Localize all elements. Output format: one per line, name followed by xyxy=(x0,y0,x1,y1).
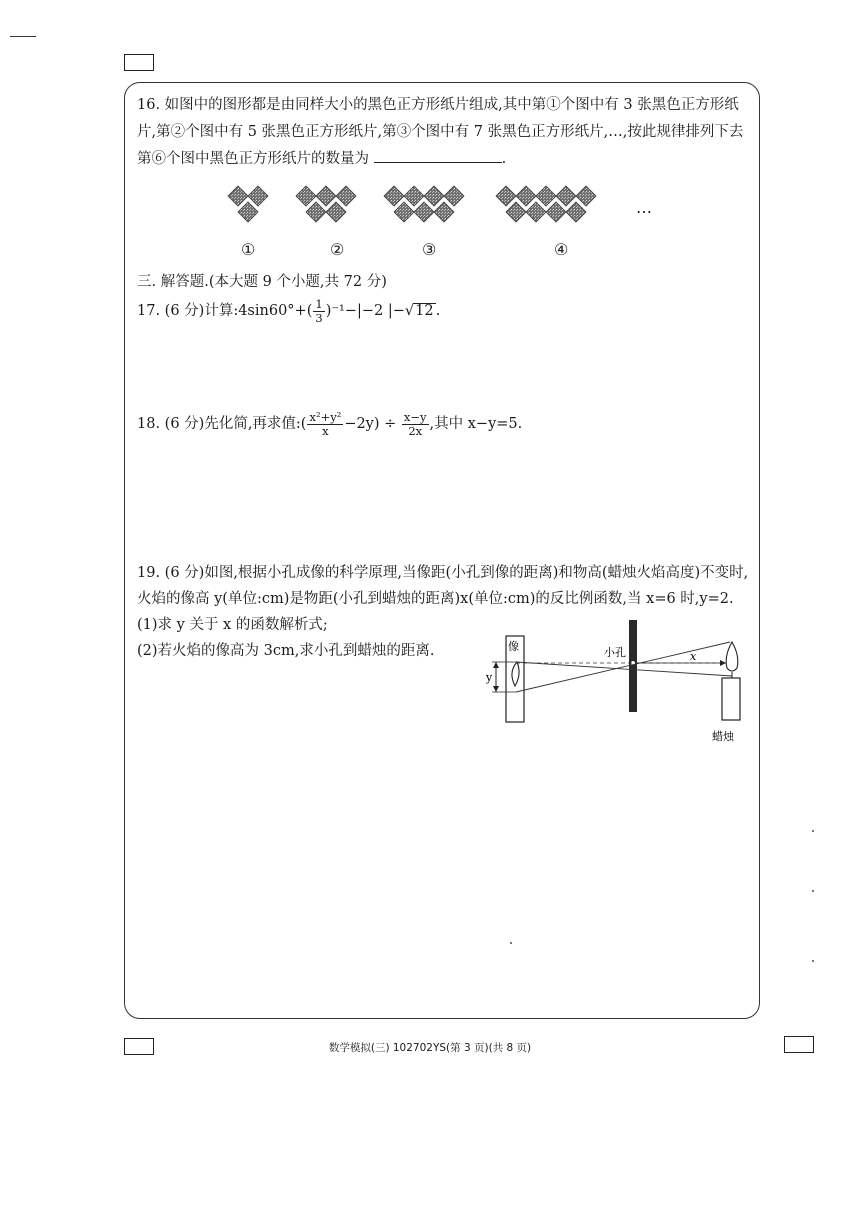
q17-exp: )⁻¹−|−2 |− xyxy=(325,303,405,319)
black-square xyxy=(536,186,556,206)
corner-dash xyxy=(10,36,36,37)
scan-speck xyxy=(510,942,512,944)
scan-speck xyxy=(812,960,814,962)
black-square xyxy=(326,202,346,222)
question-19-text: 19. (6 分)如图,根据小孔成像的科学原理,当像距(小孔到像的距离)和物高(蜡烛火焰高度)不变时,火焰的像高 y(单位:cm)是物距(小孔到蜡烛的距离)x(单位:cm)的反比例函数,当 x=6 时,y=2. xyxy=(137,565,749,607)
pinhole-barrier xyxy=(629,620,637,712)
black-square xyxy=(296,186,316,206)
black-square xyxy=(516,186,536,206)
black-square xyxy=(526,202,546,222)
figure-ellipsis: … xyxy=(636,198,653,217)
y-label: y xyxy=(486,671,493,684)
black-square xyxy=(566,202,586,222)
black-square xyxy=(316,186,336,206)
q18-frac1-num: x²+y² xyxy=(309,409,342,424)
figure-label-2: ② xyxy=(330,240,345,259)
sqrt-sign: √ xyxy=(404,303,415,319)
image-label: 像 xyxy=(508,640,519,653)
q18-mid: −2y) ÷ xyxy=(344,416,397,432)
black-square xyxy=(506,202,526,222)
black-square xyxy=(434,202,454,222)
candle-body xyxy=(722,678,740,720)
q17-end: . xyxy=(435,303,441,319)
q17-frac-num: 1 xyxy=(315,296,323,311)
figure-label-1: ① xyxy=(241,240,256,259)
figure-3 xyxy=(384,186,464,222)
candle-label: 蜡烛 xyxy=(712,730,734,743)
question-16 xyxy=(137,92,749,173)
figure-2 xyxy=(296,186,356,222)
q18-frac2-den: 2x xyxy=(408,423,423,438)
page-footer: 数学模拟(三) 102702YS(第 3 页)(共 8 页) xyxy=(328,1042,532,1054)
ray-bottom xyxy=(516,662,732,676)
black-square xyxy=(444,186,464,206)
black-square xyxy=(556,186,576,206)
scan-speck xyxy=(812,890,814,892)
q18-suffix: ,其中 x−y=5. xyxy=(429,416,523,432)
q19-part-1: (1)求 y 关于 x 的函数解析式; xyxy=(137,617,328,633)
x-label: x xyxy=(690,650,697,663)
question-16-text: 16. 如图中的图形都是由同样大小的黑色正方形纸片组成,其中第①个图中有 3 张黑色正方形纸片,第②个图中有 5 张黑色正方形纸片,第③个图中有 7 张黑色正方形纸片,…,按此规律排列下去第⑥个图中黑色正方形纸片的数量为 xyxy=(137,97,744,167)
question-16-end: . xyxy=(501,151,507,167)
black-square xyxy=(336,186,356,206)
black-square xyxy=(404,186,424,206)
q18-prefix: 18. (6 分)先化简,再求值:( xyxy=(137,416,307,432)
pinhole-diagram xyxy=(486,620,750,750)
question-18 xyxy=(137,410,522,438)
q17-fraction xyxy=(313,298,324,325)
figure-groups xyxy=(228,186,596,222)
figure-label-4: ④ xyxy=(554,240,569,259)
q18-frac2-num: x−y xyxy=(403,409,427,424)
question-17 xyxy=(137,297,440,325)
figure-1 xyxy=(228,186,268,222)
black-square xyxy=(414,202,434,222)
candle-flame xyxy=(726,642,738,671)
black-square xyxy=(248,186,268,206)
q17-radicand: 12 xyxy=(415,303,434,319)
figure-4 xyxy=(496,186,596,222)
black-square xyxy=(306,202,326,222)
q18-fraction-1 xyxy=(307,411,343,438)
q18-frac1-den: x xyxy=(322,423,329,438)
black-square xyxy=(228,186,248,206)
black-square xyxy=(238,202,258,222)
black-square xyxy=(546,202,566,222)
q17-frac-den: 3 xyxy=(315,310,323,325)
section-title: 三. 解答题.(本大题 9 个小题,共 72 分) xyxy=(137,274,387,290)
black-square xyxy=(424,186,444,206)
black-square xyxy=(394,202,414,222)
q17-prefix: 17. (6 分)计算:4sin60°+( xyxy=(137,303,313,319)
answer-blank xyxy=(374,148,502,163)
registration-box-top xyxy=(124,54,154,71)
black-square xyxy=(576,186,596,206)
pattern-figures xyxy=(220,182,640,238)
q18-fraction-2 xyxy=(402,411,429,438)
figure-label-3: ③ xyxy=(422,240,437,259)
scan-speck xyxy=(812,830,814,832)
black-square xyxy=(496,186,516,206)
black-square xyxy=(384,186,404,206)
hole-label: 小孔 xyxy=(604,646,626,659)
q19-part-2: (2)若火焰的像高为 3cm,求小孔到蜡烛的距离. xyxy=(137,643,435,659)
